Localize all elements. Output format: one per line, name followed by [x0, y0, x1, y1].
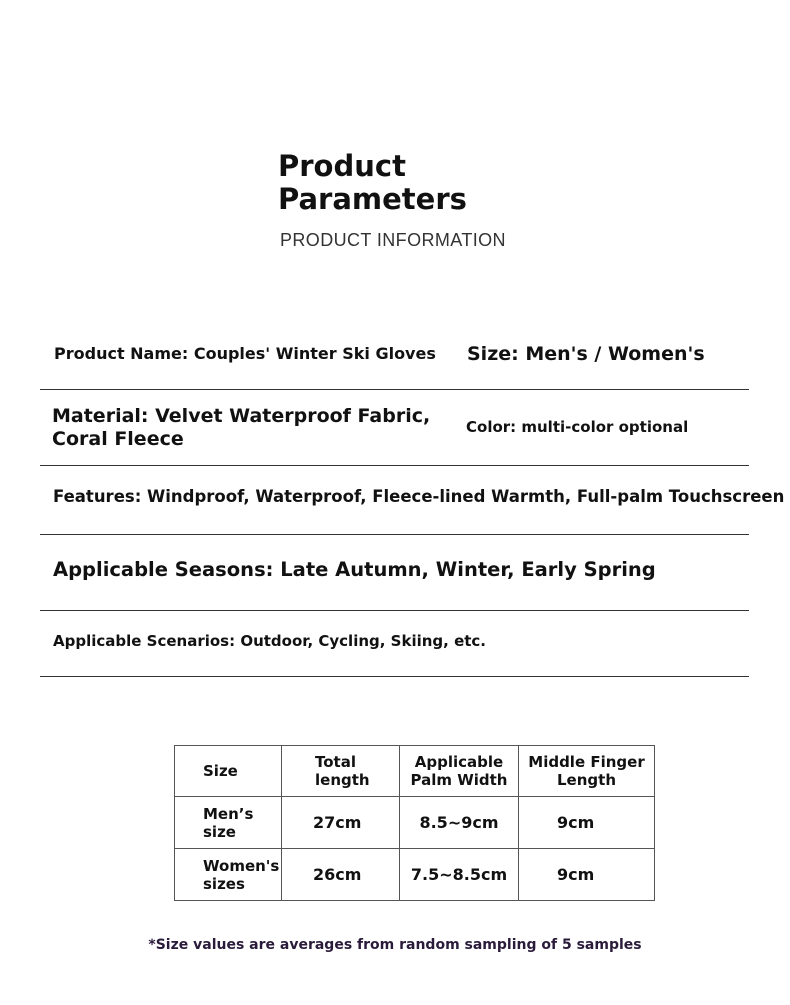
total-length-cell: 27cm	[282, 797, 400, 849]
header-palm-width-line-2: Palm Width	[410, 771, 508, 789]
features-param: Features: Windproof, Waterproof, Fleece-lined Warmth, Full-palm Touchscreen	[53, 487, 785, 506]
page-title	[278, 150, 467, 216]
row-label-line-2: size	[203, 822, 236, 841]
row-label-line-2: sizes	[203, 874, 245, 893]
color-param: Color: multi-color optional	[466, 418, 689, 436]
divider	[40, 610, 749, 611]
table-row	[175, 797, 655, 849]
divider	[40, 389, 749, 390]
page-subtitle: PRODUCT INFORMATION	[280, 230, 506, 250]
finger-length-cell: 9cm	[519, 849, 655, 901]
divider	[40, 676, 749, 677]
header-size: Size	[203, 762, 238, 780]
header-cell-palm-width	[400, 746, 519, 797]
palm-width-cell: 8.5~9cm	[400, 797, 519, 849]
header-cell-size	[175, 746, 282, 797]
header-total-length-line-2: length	[315, 771, 370, 789]
row-label-cell	[175, 797, 282, 849]
divider	[40, 465, 749, 466]
header-palm-width-line-1: Applicable	[414, 753, 504, 771]
size-table	[174, 745, 655, 901]
scenarios-param: Applicable Scenarios: Outdoor, Cycling, Skiing, etc.	[53, 632, 487, 650]
header-total-length-line-1: Total	[315, 753, 356, 771]
material-param	[52, 405, 430, 451]
size-param: Size: Men's / Women's	[467, 343, 705, 365]
finger-length-cell: 9cm	[519, 797, 655, 849]
row-label-cell	[175, 849, 282, 901]
header-finger-length-line-2: Length	[557, 771, 616, 789]
divider	[40, 534, 749, 535]
title-line-2: Parameters	[278, 182, 467, 216]
material-line-2: Coral Fleece	[52, 428, 184, 450]
material-line-1: Material: Velvet Waterproof Fabric,	[52, 405, 431, 427]
row-label-line-1: Men’s	[203, 804, 254, 823]
product-name-param: Product Name: Couples' Winter Ski Gloves	[54, 344, 436, 363]
total-length-cell: 26cm	[282, 849, 400, 901]
palm-width-cell: 7.5~8.5cm	[400, 849, 519, 901]
header-cell-total-length	[282, 746, 400, 797]
header-cell-finger-length	[519, 746, 655, 797]
size-note: *Size values are averages from random sampling of 5 samples	[148, 937, 642, 953]
seasons-param: Applicable Seasons: Late Autumn, Winter, Early Spring	[53, 558, 656, 581]
title-line-1: Product	[278, 149, 406, 183]
table-row	[175, 849, 655, 901]
row-label-line-1: Women's	[203, 856, 280, 875]
header-finger-length-line-1: Middle Finger	[528, 753, 645, 771]
table-header-row	[175, 746, 655, 797]
